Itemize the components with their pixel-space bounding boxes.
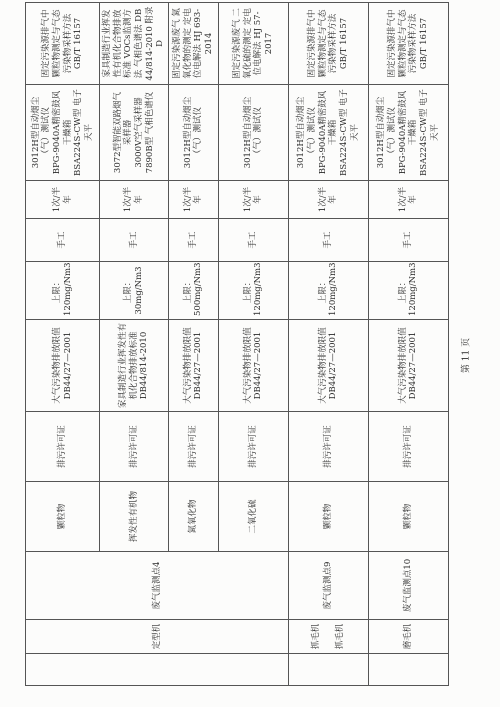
instrument-item: 3012H型自动烟尘（气）测试仪 bbox=[30, 96, 52, 169]
analysis-method: 固定污染源排气中颗粒物测定与气态污染物采样方法 GB/T 16157 bbox=[288, 3, 368, 85]
table-row bbox=[26, 3, 100, 686]
standard: 大气污染物排放限值 DB44/27—2001 bbox=[368, 320, 448, 412]
frequency: 1次/半年 bbox=[368, 181, 448, 219]
frequency: 1次/半年 bbox=[218, 181, 288, 219]
basis: 排污许可证 bbox=[218, 412, 288, 482]
instrument-item: 3000V空气采样器 bbox=[133, 97, 144, 168]
table-row bbox=[368, 3, 448, 686]
standard: 大气污染物排放限值 DB44/27—2001 bbox=[26, 320, 100, 412]
analysis-method: 固定污染源废气 二氧化硫的测定 定电位电解法 HJ 57-2017 bbox=[218, 3, 288, 85]
basis: 排污许可证 bbox=[100, 412, 169, 482]
rotated-table-wrapper bbox=[25, 3, 443, 686]
standard: 大气污染物排放限值 DB44/27—2001 bbox=[168, 320, 218, 412]
pollutant: 二氧化硫 bbox=[218, 482, 288, 552]
limit: 上限：500mg/Nm3 bbox=[168, 262, 218, 320]
instrument-item: 7890B型 气相色谱仪 bbox=[144, 91, 155, 174]
group-label-line: 抓毛机 bbox=[335, 623, 346, 650]
group-label: 定型机 bbox=[26, 620, 289, 654]
basis: 排污许可证 bbox=[288, 412, 368, 482]
method: 手工 bbox=[288, 219, 368, 262]
instrument-item: BSA224S-CW型 电子天平 bbox=[418, 89, 440, 176]
limit: 上限：120mg/Nm3 bbox=[218, 262, 288, 320]
blank-cell bbox=[288, 654, 368, 686]
method: 手工 bbox=[368, 219, 448, 262]
analysis-method: 固定污染源废气 氮氧化物的测定 定电位电解法 HJ 693-2014 bbox=[168, 3, 218, 85]
monitoring-point: 废气监测点9 bbox=[288, 552, 368, 620]
instrument-list bbox=[168, 85, 218, 181]
monitoring-table bbox=[25, 2, 449, 686]
standard: 大气污染物排放限值 DB44/27—2001 bbox=[218, 320, 288, 412]
basis: 排污许可证 bbox=[368, 412, 448, 482]
pollutant: 挥发性有机物 bbox=[100, 482, 169, 552]
monitoring-point: 废气监测点4 bbox=[26, 552, 289, 620]
instrument-list bbox=[100, 85, 169, 181]
analysis-method: 固定污染源排气中颗粒物测定与气态污染物采样方法 GB/T 16157 bbox=[368, 3, 448, 85]
frequency: 1次/半年 bbox=[168, 181, 218, 219]
pollutant: 颗粒物 bbox=[368, 482, 448, 552]
spacer bbox=[321, 623, 335, 650]
instrument-list bbox=[368, 85, 448, 181]
instrument-item: BSA224S-CW型 电子天平 bbox=[338, 89, 360, 176]
basis: 排污许可证 bbox=[26, 412, 100, 482]
method: 手工 bbox=[168, 219, 218, 262]
pollutant: 颗粒物 bbox=[288, 482, 368, 552]
instrument-item: BPG-9040A精密鼓风干燥箱 bbox=[51, 90, 73, 175]
page-number: 第 11 页 bbox=[461, 337, 472, 374]
pollutant: 颗粒物 bbox=[26, 482, 100, 552]
blank-cell bbox=[368, 654, 448, 686]
analysis-method: 家具制造行业挥发性有机化合物排放标准 VOCs监测方法 气相色谱法 DB 44/814-2010 附录D bbox=[100, 3, 169, 85]
instrument-item: 3012H型自动烟尘（气）测试仪 bbox=[182, 96, 204, 169]
basis: 排污许可证 bbox=[168, 412, 218, 482]
instrument-item: BPG-9040A精密鼓风干燥箱 bbox=[397, 90, 419, 175]
limit: 上限：120mg/Nm3 bbox=[368, 262, 448, 320]
monitoring-point: 废气监测点10 bbox=[368, 552, 448, 620]
instrument-item: 3012H型自动烟尘（气）测试仪 bbox=[242, 96, 264, 169]
standard: 家具制造行业挥发性有机化合物排放标准 DB44/814-2010 bbox=[100, 320, 169, 412]
pollutant: 氮氧化物 bbox=[168, 482, 218, 552]
instrument-list bbox=[26, 85, 100, 181]
limit: 上限：30mg/Nm3 bbox=[100, 262, 169, 320]
instrument-item: BSA224S-CW型 电子天平 bbox=[73, 89, 94, 176]
page-footer bbox=[450, 315, 480, 395]
frequency: 1次/半年 bbox=[288, 181, 368, 219]
group-label: 磨毛机 bbox=[368, 620, 448, 654]
blank-cell bbox=[26, 654, 289, 686]
standard: 大气污染物排放限值 DB44/27—2001 bbox=[288, 320, 368, 412]
group-label-line: 抓毛机 bbox=[310, 623, 321, 650]
frequency: 1次/半年 bbox=[100, 181, 169, 219]
frequency: 1次/半年 bbox=[26, 181, 100, 219]
instrument-list bbox=[288, 85, 368, 181]
instrument-item: BPG-9040A精密鼓风干燥箱 bbox=[317, 90, 339, 175]
instrument-item: 3012H型自动烟尘（气）测试仪 bbox=[376, 96, 397, 169]
instrument-item: 3072型智能双路烟气采样器 bbox=[112, 91, 134, 174]
method: 手工 bbox=[26, 219, 100, 262]
instrument-list bbox=[218, 85, 288, 181]
instrument-item: 3012H型自动烟尘（气）测试仪 bbox=[296, 96, 317, 169]
table-row bbox=[288, 3, 368, 686]
limit: 上限：120mg/Nm3 bbox=[288, 262, 368, 320]
analysis-method: 固定污染源排气中颗粒物测定与气态污染物采样方法 GB/T 16157 bbox=[26, 3, 100, 85]
limit: 上限：120mg/Nm3 bbox=[26, 262, 100, 320]
method: 手工 bbox=[100, 219, 169, 262]
method: 手工 bbox=[218, 219, 288, 262]
group-label bbox=[288, 620, 368, 654]
